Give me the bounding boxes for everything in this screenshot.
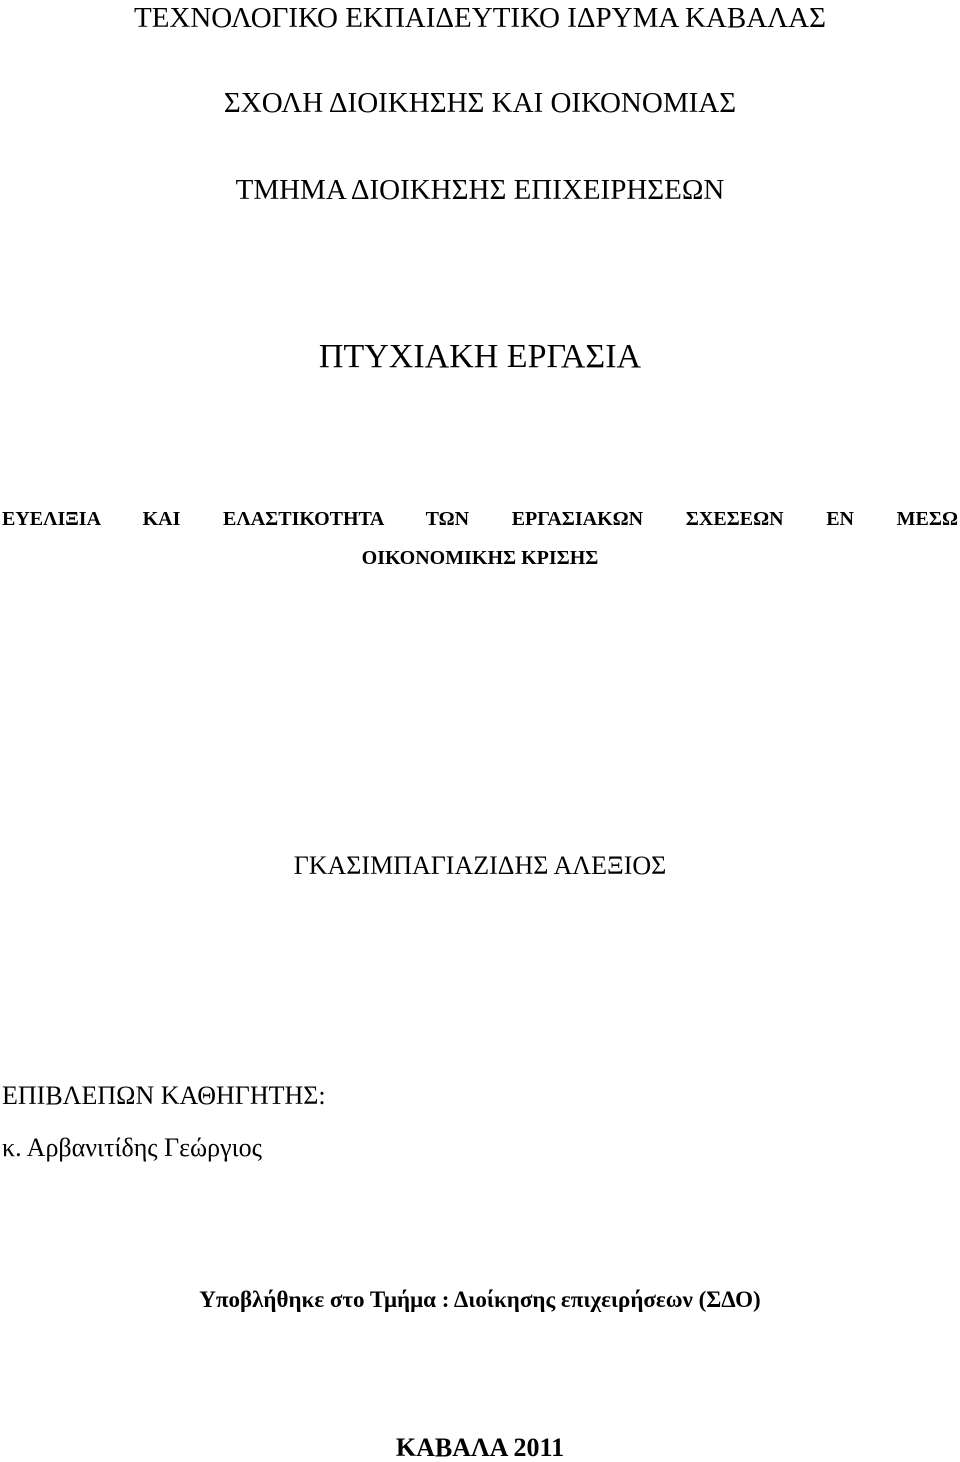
supervisor-name: κ. Αρβανιτίδης Γεώργιος [2, 1133, 262, 1162]
place-and-year: ΚΑΒΑΛΑ 2011 [395, 1433, 565, 1462]
document-type-heading: ΠΤΥΧΙΑΚΗ ΕΡΓΑΣΙΑ [318, 338, 642, 375]
author-name: ΓΚΑΣΙΜΠΑΓΙΑΖΙΔΗΣ ΑΛΕΞΙΟΣ [293, 851, 667, 880]
supervisor-label: ΕΠΙΒΛΕΠΩΝ ΚΑΘΗΓΗΤΗΣ: [2, 1081, 326, 1110]
department-name: ΤΜΗΜΑ ΔΙΟΙΚΗΣΗΣ ΕΠΙΧΕΙΡΗΣΕΩΝ [235, 174, 725, 206]
thesis-title-line-1: ΕΥΕΛΙΞΙΑ ΚΑΙ ΕΛΑΣΤΙΚΟΤΗΤΑ ΤΩΝ ΕΡΓΑΣΙΑΚΩΝ ΣΧΕΣΕΩΝ ΕΝ ΜΕΣΩ [2, 508, 958, 530]
submission-note: Υποβλήθηκε στο Τμήμα : Διοίκησης επιχειρήσεων (ΣΔΟ) [199, 1287, 761, 1312]
institution-name: ΤΕΧΝΟΛΟΓΙΚΟ ΕΚΠΑΙΔΕΥΤΙΚΟ ΙΔΡΥΜΑ ΚΑΒΑΛΑΣ [133, 2, 826, 34]
thesis-title-line-2: ΟΙΚΟΝΟΜΙΚΗΣ ΚΡΙΣΗΣ [361, 547, 599, 569]
school-name: ΣΧΟΛΗ ΔΙΟΙΚΗΣΗΣ ΚΑΙ ΟΙΚΟΝΟΜΙΑΣ [223, 87, 737, 119]
